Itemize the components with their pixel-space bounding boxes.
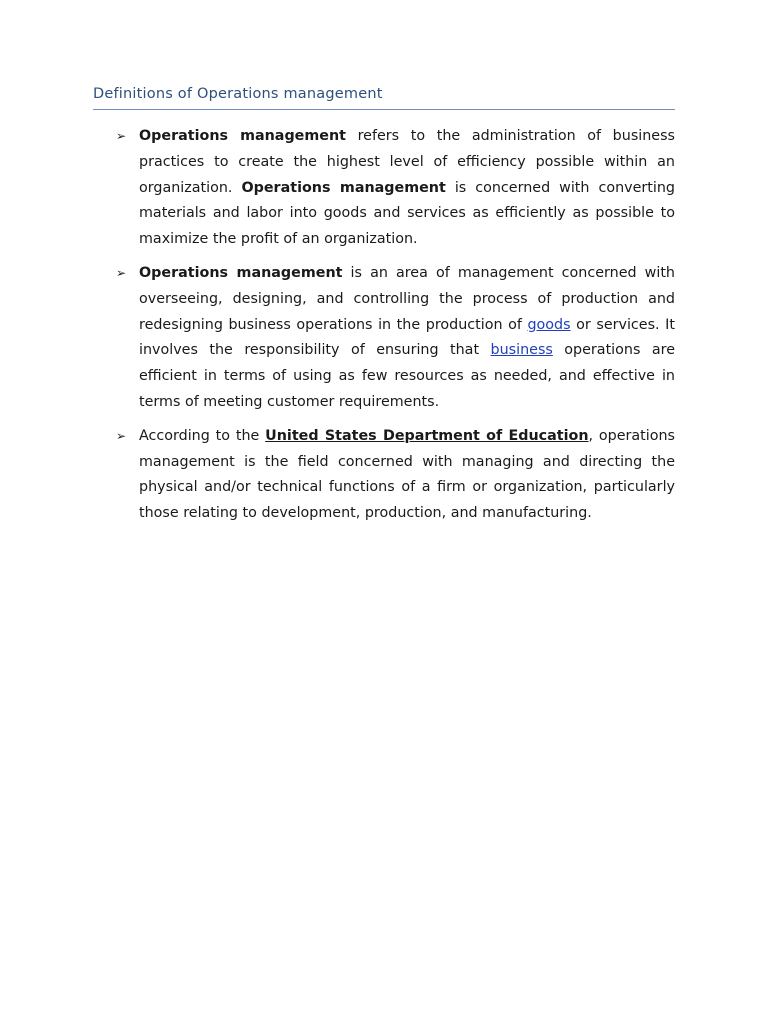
business-link[interactable]: business [490, 342, 553, 359]
list-item [116, 424, 675, 527]
arrow-bullet-icon: ➢ [116, 265, 127, 280]
list-item [116, 261, 675, 416]
us-department-of-education-link[interactable]: United States Department of Education [265, 427, 589, 444]
item-text: is concerned with converting materials and labor into goods and services as efficiently as possible to maximize the profit of an organization. [139, 179, 675, 248]
item-text: or services. It involves the responsibility of ensuring that [139, 316, 675, 359]
section-heading: Definitions of Operations management [93, 86, 383, 102]
list-item [116, 124, 675, 253]
item-text: refers to the administration of business practices to create the highest level of efficiency possible within an organization. [139, 128, 675, 196]
arrow-bullet-icon: ➢ [116, 129, 127, 143]
item-text: According to the [139, 427, 266, 444]
term-bold: Operations management [139, 128, 346, 144]
item-text: , operations management is the field concerned with managing and directing the physical and/or technical functions of a firm or organization, particularly those relating to development, production, and manufacturing. [139, 427, 675, 522]
goods-link[interactable]: goods [527, 316, 571, 333]
item-text: operations are efficient in terms of using as few resources as needed, and effective in terms of meeting customer requirements. [139, 342, 675, 410]
term-bold: Operations management [139, 264, 343, 281]
term-bold: Operations management [241, 179, 446, 196]
definitions-list [116, 124, 675, 535]
heading-underline-rule [93, 109, 675, 110]
item-text: is an area of management concerned with overseeing, designing, and controlling the process of production and redesigning business operations in the production of [139, 264, 675, 333]
arrow-bullet-icon: ➢ [116, 428, 127, 443]
